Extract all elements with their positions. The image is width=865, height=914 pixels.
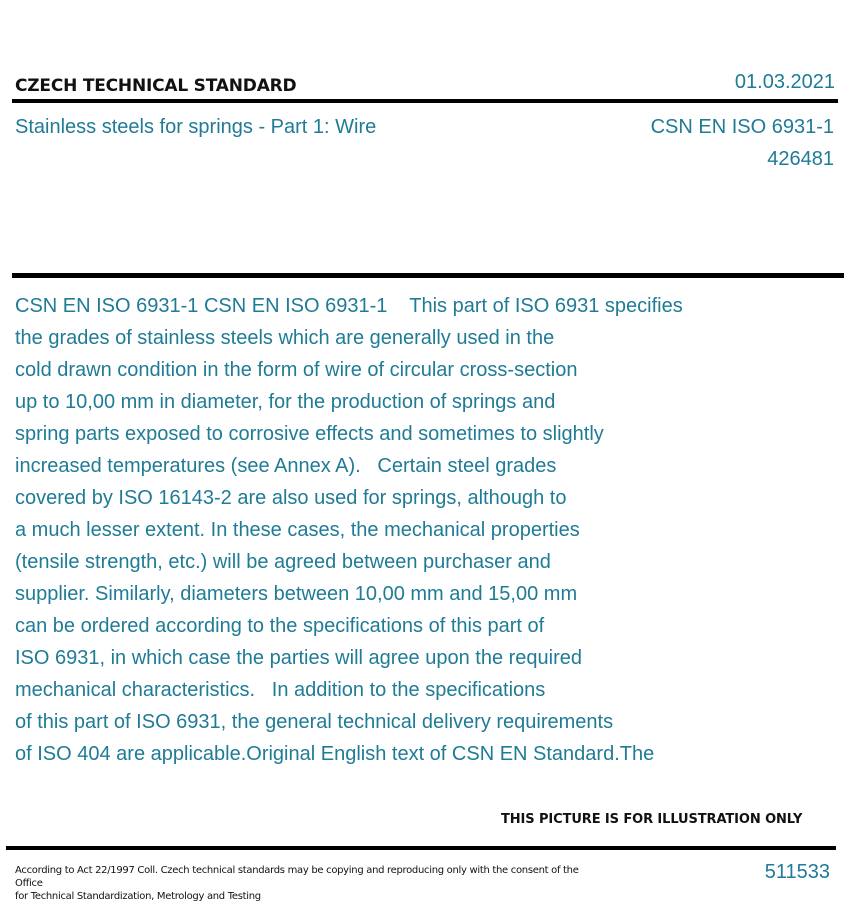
document-type-heading: CZECH TECHNICAL STANDARD <box>15 76 297 96</box>
abstract-line: up to 10,00 mm in diameter, for the production of springs and <box>15 391 556 413</box>
abstract-line: ISO 6931, in which case the parties will agree upon the required <box>15 647 583 669</box>
abstract-line: covered by ISO 16143-2 are also used for springs, although to <box>15 487 567 509</box>
publication-date: 01.03.2021 <box>734 71 835 93</box>
standard-title: Stainless steels for springs - Part 1: Wire <box>15 116 377 138</box>
abstract-line: supplier. Similarly, diameters between 10,00 mm and 15,00 mm <box>15 583 578 605</box>
footer-divider <box>6 846 836 850</box>
standard-catalog-number: 426481 <box>767 148 834 170</box>
abstract-line: mechanical characteristics. In addition to the specifications <box>15 679 546 701</box>
abstract-line: CSN EN ISO 6931-1 CSN EN ISO 6931-1 This part of ISO 6931 specifies <box>15 295 683 317</box>
legal-notice-line: for Technical Standardization, Metrology and Testing <box>15 891 261 902</box>
document-number: 511533 <box>764 861 830 883</box>
abstract-line: (tensile strength, etc.) will be agreed between purchaser and <box>15 551 551 573</box>
illustration-notice: THIS PICTURE IS FOR ILLUSTRATION ONLY <box>501 812 803 827</box>
legal-notice-line: According to Act 22/1997 Coll. Czech technical standards may be copying and reproducing only with the consent of the Office <box>15 865 579 889</box>
header-divider <box>12 99 838 103</box>
abstract-line: spring parts exposed to corrosive effects and sometimes to slightly <box>15 423 604 445</box>
abstract-line: cold drawn condition in the form of wire of circular cross-section <box>15 359 578 381</box>
abstract-line: of ISO 404 are applicable.Original English text of CSN EN Standard.The <box>15 743 655 765</box>
abstract-line: of this part of ISO 6931, the general technical delivery requirements <box>15 711 614 733</box>
standard-abstract <box>15 290 775 770</box>
abstract-line: a much lesser extent. In these cases, the mechanical properties <box>15 519 580 541</box>
abstract-line: increased temperatures (see Annex A). Certain steel grades <box>15 455 557 477</box>
abstract-line: can be ordered according to the specifications of this part of <box>15 615 545 637</box>
standard-code: CSN EN ISO 6931-1 <box>650 116 834 138</box>
section-divider <box>12 273 844 278</box>
abstract-line: the grades of stainless steels which are generally used in the <box>15 327 555 349</box>
legal-notice <box>15 864 595 903</box>
